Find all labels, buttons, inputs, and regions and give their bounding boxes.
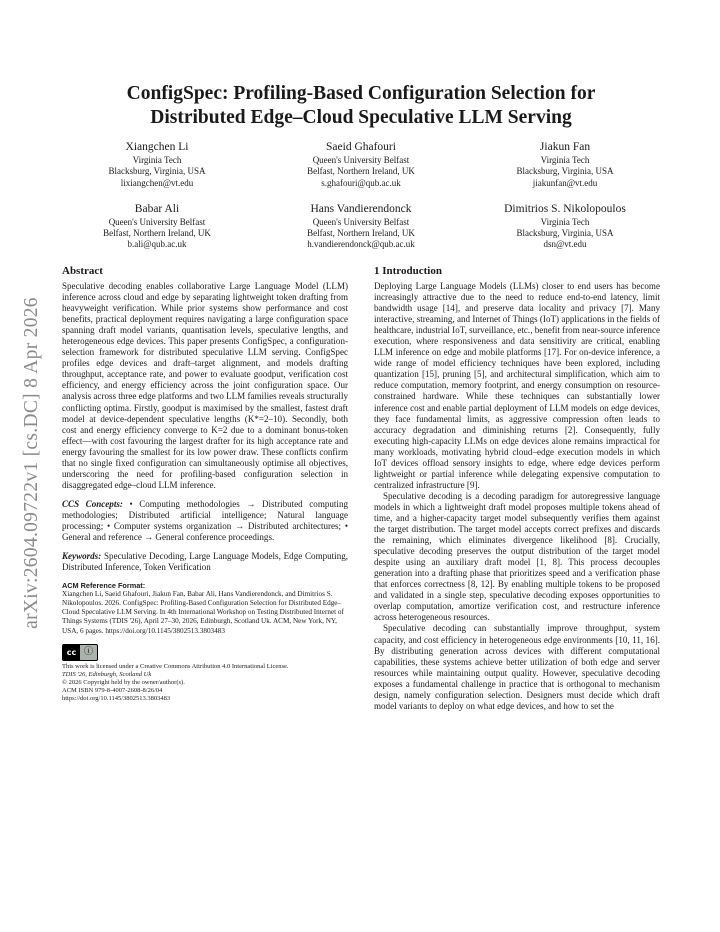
author: Hans Vandierendonck Queen's University Belfast Belfast, Northern Ireland, UK h.vandierendonck@qub.ac.uk (307, 202, 415, 250)
author: Xiangchen Li Virginia Tech Blacksburg, Virginia, USA lixiangchen@vt.edu (108, 141, 206, 188)
author-block (62, 140, 660, 251)
paper-title: ConfigSpec: Profiling-Based Configuration Selection for Distributed Edge–Cloud Speculative LLM Serving (126, 83, 596, 128)
acm-reference-heading: ACM Reference Format: (62, 581, 146, 591)
license-block: This work is licensed under a Creative Commons Attribution 4.0 International License. TDIS '26, Edinburgh, Scotland Uk © 2026 Copyright held by the owner/author(s). ACM ISBN 979-8-4007-2608-8/26/04 https://doi.org/10.1145/3802513.3803483 (62, 663, 348, 703)
cc-icon: cc (63, 645, 80, 660)
doi-link[interactable]: https://doi.org/10.1145/3802513.3803483 (62, 695, 171, 703)
cc-by-license-badge[interactable] (62, 644, 98, 661)
attribution-icon: ⓘ (83, 646, 93, 657)
left-column (62, 265, 348, 703)
author: Jiakun Fan Virginia Tech Blacksburg, Virginia, USA jiakunfan@vt.edu (516, 141, 614, 188)
author: Dimitrios S. Nikolopoulos Virginia Tech Blacksburg, Virginia, USA dsn@vt.edu (504, 202, 626, 250)
abstract-heading: Abstract (62, 265, 103, 277)
author: Saeid Ghafouri Queen's University Belfast Belfast, Northern Ireland, UK s.ghafouri@qub.ac.uk (307, 141, 415, 188)
intro-paragraph: Speculative decoding can substantially improve throughput, system capacity, and cost efficiency in heterogeneous edge environments [10, 11, 16]. By distributing generation across devices with different computational capabilities, these systems achieve better utilization of both edge and server resources while maintaining output quality. However, speculative decoding exposes a fundamental challenge in practice that is orthogonal to mechanism design, namely configuration selection. Designers must decide which draft model variants to deploy on what edge devices, and how to set the (374, 623, 660, 711)
ccs-concepts: CCS Concepts: • Computing methodologies → Distributed computing methodologies; Distributed artificial intelligence; Natural language processing; • Computer systems organization → Distributed architectures; • General and reference → General conference proceedings. (62, 498, 348, 543)
acm-reference-text: Xiangchen Li, Saeid Ghafouri, Jiakun Fan, Babar Ali, Hans Vandierendonck, and Dimitrios S. Nikolopoulos. 2026. ConfigSpec: Profiling-Based Configuration Selection for Distributed Edge–Cloud Speculative LLM Serving. In 4th International Workshop on Testing Distributed Internet of Things Systems (TDIS '26), April 27–30, 2026, Edinburgh, Scotland Uk. ACM, New York, NY, USA, 6 pages. https://doi.org/10.1145/3802513.3803483 (62, 590, 344, 635)
section-heading-introduction: 1 Introduction (374, 265, 442, 277)
intro-paragraph: Deploying Large Language Models (LLMs) closer to end users has become increasingly attractive due to the need to reduce end-to-end latency, limit bandwidth usage [14], and preserve data locality and privacy [7]. Many interactive, streaming, and Internet of Things (IoT) applications in the fields of healthcare, industrial IoT, surveillance, etc., benefit from near-source inference execution, where responsiveness and data sensitivity are critical, enabling LLM inference on edge and mobile platforms [17]. For on-device inference, a wide range of model efficiency techniques have been explored, including quantization [15], pruning [5], and architectural simplification, which aim to reduce computation, memory footprint, and energy consumption on resource-constrained hardware. While these techniques can substantially lower inference cost and enable partial deployment of LLM models on edge devices, they face fundamental limits, as aggressive compression often leads to accuracy degradation and diminishing returns [2]. Consequently, fully executing high-capacity LLMs on edge devices alone remains impractical for many workloads, motivating hybrid cloud–edge execution models in which IoT devices offload sensory insights to edge, where edge devices perform lightweight or partial inference while delegating expensive computation to centralized infrastructure [9]. (374, 281, 660, 490)
arxiv-stamp: arXiv:2604.09722v1 [cs.DC] 8 Apr 2026 (21, 297, 42, 629)
intro-paragraph: Speculative decoding is a decoding paradigm for autoregressive language models in which a lightweight draft model proposes multiple tokens ahead of time, and a higher-capacity target model subsequently verifies them against the target distribution. The target model accepts correct prefixes and discards the remaining, which eliminates divergence likelihood [8]. Crucially, speculative decoding preserves the output distribution of the target model despite using an auxiliary draft model [1, 8]. This process decouples generation into a drafting phase that prioritizes speed and a verification phase that enforces correctness [8, 12]. By enabling multiple tokens to be proposed and validated in a single step, speculative decoding exposes opportunities to overlap computation, amortize verification cost, and restructure inference across heterogeneous resources. (374, 490, 660, 623)
author: Babar Ali Queen's University Belfast Belfast, Northern Ireland, UK b.ali@qub.ac.uk (103, 202, 211, 250)
right-column (374, 265, 660, 712)
keywords: Keywords: Speculative Decoding, Large Language Models, Edge Computing, Distributed Inference, Token Verification (62, 551, 349, 573)
abstract-text: Speculative decoding enables collaborative Large Language Model (LLM) inference across cloud and edge by separating lightweight token drafting from heavyweight verification. While prior systems show performance and cost benefits, practical deployment requires navigating a large configuration space spanning draft model variants, quantisation levels, speculative lengths, and heterogeneous edge devices. This paper presents ConfigSpec, a configuration-selection framework for distributed speculative LLM serving. ConfigSpec profiles edge devices and draft–target alignment, and models drafting throughput, acceptance rate, and power to evaluate goodput, verification cost efficiency, and energy efficiency across the joint configuration space. Our analysis across three edge platforms and two LLM families reveals structurally conflicting optima. Firstly, goodput is maximised by the smallest, fastest draft model at device-dependent speculative lengths (K*=2–10). Secondly, both cost and energy efficiency converge to K=2 due to a dominant bonus-token effect—with cost favouring the largest drafter for its high acceptance rate and energy favouring the smallest for its low power draw. These conflicts confirm that no single fixed configuration can simultaneously optimise all objectives, underscoring the need for profiling-based configuration selection in disaggregated edge–cloud LLM inference. (62, 281, 348, 490)
